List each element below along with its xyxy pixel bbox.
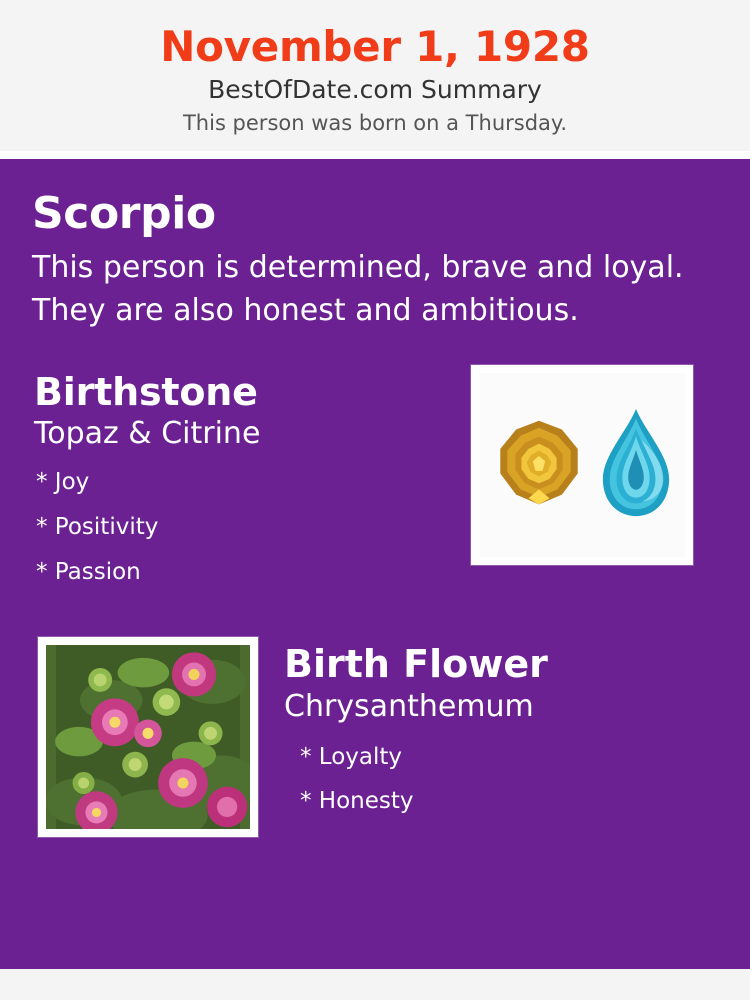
birth-flower-photo-frame [38, 637, 258, 837]
birthstone-section [0, 371, 750, 595]
birthstone-photo [479, 373, 685, 557]
birthstone-title: Birthstone [34, 369, 258, 414]
weekday-line: This person was born on a Thursday. [182, 110, 568, 135]
page-title: November 1, 1928 [160, 22, 590, 71]
chrysanthemum-illustration-icon [46, 645, 250, 829]
birth-flower-trait: * Loyalty [300, 743, 403, 770]
birth-flower-trait: * Honesty [300, 788, 414, 815]
birth-flower-section [0, 637, 750, 867]
birth-flower-title: Birth Flower [284, 641, 548, 686]
topaz-gem-icon [597, 407, 675, 519]
citrine-gem-icon [495, 419, 583, 507]
header-divider [0, 151, 750, 159]
birthstone-trait: * Passion [36, 559, 141, 586]
card-header [0, 0, 750, 135]
details-panel [0, 159, 750, 969]
birth-flower-text [284, 643, 738, 824]
birth-flower-photo [46, 645, 250, 829]
birthstone-trait: * Positivity [36, 514, 159, 541]
site-subtitle: BestOfDate.com Summary [208, 75, 542, 105]
birth-flower-name: Chrysanthemum [284, 688, 534, 724]
birthstone-name: Topaz & Citrine [34, 416, 261, 452]
birthstone-trait: * Joy [36, 469, 90, 496]
zodiac-description: This person is determined, brave and loyal. They are also honest and ambitious. [32, 249, 684, 329]
birthstone-photo-frame [471, 365, 693, 565]
zodiac-sign-name: Scorpio [32, 188, 216, 240]
